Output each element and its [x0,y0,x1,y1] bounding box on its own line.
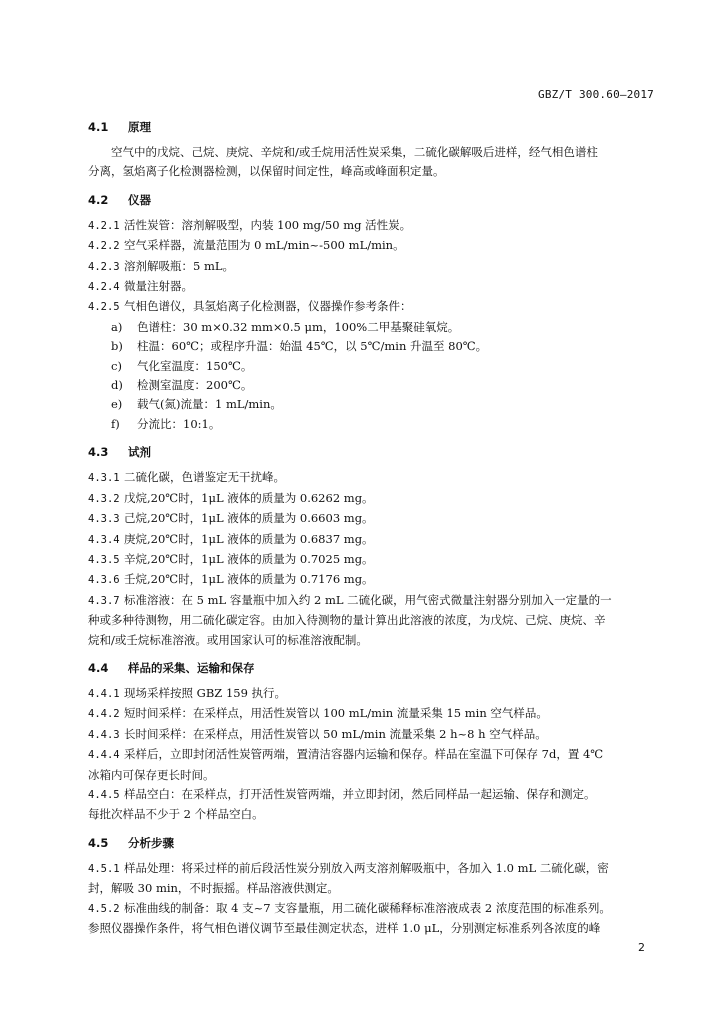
clause-number: 4.5.2 [88,902,120,915]
condition-text: 载气(氮)流量：1 mL/min。 [137,397,282,412]
clause-text: 壬烷,20℃时，1μL 液体的质量为 0.7176 mg。 [124,572,374,587]
clause-item [88,509,656,529]
clause-text: 气相色谱仪，具氢焰离子化检测器，仪器操作参考条件： [124,299,412,314]
clause-text: 溶剂解吸瓶：5 mL。 [124,258,235,273]
clause-item [88,859,656,879]
clause-number: 4.4.2 [88,708,120,721]
clause-item [88,257,656,277]
condition-item [88,415,656,434]
clause-number: 4.3.6 [88,574,120,587]
clause-text: 己烷,20℃时，1μL 液体的质量为 0.6603 mg。 [124,511,374,526]
condition-text: 检测室温度：200℃。 [137,378,253,393]
condition-text: 分流比：10:1。 [137,416,221,431]
clause-number: 4.2.5 [88,301,120,314]
clause-number: 4.5.1 [88,862,120,875]
clause-number: 4.4.3 [88,728,120,741]
clause-item [88,570,656,590]
condition-label: c) [111,358,122,373]
clause-text: 长时间采样：在采样点，用活性炭管以 50 mL/min 流量采集 2 h~8 h 空气样品。 [124,726,547,741]
clause-number: 4.3.1 [88,472,120,485]
section-number: 4.5 [88,835,109,850]
condition-label: a) [111,319,123,334]
paragraph-line: 空气中的戊烷、己烷、庚烷、辛烷和/或壬烷用活性炭采集，二硫化碳解吸后进样，经气相色谱柱 [111,145,598,159]
clause-number: 4.2.3 [88,260,120,273]
clause-item [88,704,656,724]
condition-label: e) [111,397,123,412]
clause-text: 标准溶液：在 5 mL 容量瓶中加入约 2 mL 二硫化碳，用气密式微量注射器分别加入一定量的一 [124,592,612,607]
clause-number: 4.2.1 [88,219,120,232]
paragraph-line: 每批次样品不少于 2 个样品空白。 [88,807,264,822]
section-title: 原理 [128,120,151,134]
clause-item [88,297,656,317]
condition-label: f) [111,416,120,431]
clause-number: 4.4.4 [88,749,120,762]
clause-number: 4.3.3 [88,513,120,526]
clause-item [88,277,656,297]
section-title: 样品的采集、运输和保存 [128,660,255,675]
section-title: 试剂 [128,445,151,460]
clause-text: 戊烷,20℃时，1μL 液体的质量为 0.6262 mg。 [124,490,374,505]
clause-text: 二硫化碳，色谱鉴定无干扰峰。 [124,470,285,485]
clause-item [88,236,656,256]
clause-number: 4.4.5 [88,788,120,801]
section-number: 4.1 [88,120,109,134]
clause-item [88,899,656,919]
clause-number: 4.3.4 [88,533,120,546]
page-number: 2 [638,941,645,954]
clause-number: 4.2.4 [88,281,120,294]
clause-text: 标准曲线的制备：取 4 支~7 支容量瓶，用二硫化碳稀释标准溶液成表 2 浓度范围的标准系列。 [124,900,611,915]
condition-text: 柱温：60℃；或程序升温：始温 45℃，以 5℃/min 升温至 80℃。 [137,339,488,354]
paragraph-line: 种或多种待测物，用二硫化碳定容。由加入待测物的量计算出此溶液的浓度，为戊烷、己烷、庚烷、辛 [88,613,606,628]
paragraph-line: 冰箱内可保存更长时间。 [88,767,215,782]
paragraph-line: 封，解吸 30 min，不时振摇。样品溶液供测定。 [88,881,339,896]
condition-item [88,357,656,376]
document-body [88,118,656,938]
section-number: 4.3 [88,445,109,460]
clause-text: 采样后，立即封闭活性炭管两端，置清洁容器内运输和保存。样品在室温下可保存 7d，置 4℃ [124,747,604,762]
clause-item [88,785,656,805]
clause-number: 4.4.1 [88,687,120,700]
clause-item [88,745,656,765]
paragraph-line: 烷和/或壬烷标准溶液。或用国家认可的标准溶液配制。 [88,632,368,647]
clause-number: 4.3.7 [88,594,120,607]
clause-item [88,684,656,704]
clause-number: 4.2.2 [88,240,120,253]
clause-item [88,725,656,745]
section-number: 4.4 [88,660,109,675]
section-title: 分析步骤 [128,835,174,850]
clause-number: 4.3.2 [88,492,120,505]
section-heading [88,191,656,210]
clause-text: 微量注射器。 [124,279,193,294]
clause-text: 辛烷,20℃时，1μL 液体的质量为 0.7025 mg。 [124,551,374,566]
condition-label: d) [111,378,123,393]
section-number: 4.2 [88,192,109,207]
clause-text: 庚烷,20℃时，1μL 液体的质量为 0.6837 mg。 [124,531,374,546]
paragraph-line: 分离，氢焰离子化检测器检测，以保留时间定性，峰高或峰面积定量。 [88,164,445,179]
clause-text: 活性炭管：溶剂解吸型，内装 100 mg/50 mg 活性炭。 [124,217,412,232]
condition-item [88,318,656,337]
clause-text: 短时间采样：在采样点，用活性炭管以 100 mL/min 流量采集 15 min 空气样品。 [124,706,548,721]
section-heading [88,443,656,462]
condition-text: 气化室温度：150℃。 [137,358,253,373]
clause-item [88,530,656,550]
clause-text: 样品处理：将采过样的前后段活性炭分别放入两支溶剂解吸瓶中，各加入 1.0 mL 二硫化碳，密 [124,860,609,875]
clause-item [88,591,656,611]
section-title: 仪器 [128,192,151,207]
clause-text: 样品空白：在采样点，打开活性炭管两端，并立即封闭，然后同样品一起运输、保存和测定。 [124,786,596,801]
condition-text: 色谱柱：30 m×0.32 mm×0.5 μm，100%二甲基聚硅氧烷。 [137,319,460,334]
clause-item [88,216,656,236]
clause-item [88,489,656,509]
paragraph-line: 参照仪器操作条件，将气相色谱仪调节至最佳测定状态，进样 1.0 μL，分别测定标准系列各浓度的峰 [88,921,601,935]
section-heading [88,118,656,137]
clause-text: 现场采样按照 GBZ 159 执行。 [124,685,287,700]
clause-item [88,550,656,570]
condition-item [88,337,656,356]
clause-number: 4.3.5 [88,553,120,566]
standard-number: GBZ/T 300.60—2017 [538,88,654,101]
condition-label: b) [111,339,123,354]
section-heading [88,834,656,853]
condition-item [88,376,656,395]
section-heading [88,659,656,678]
condition-item [88,395,656,414]
clause-text: 空气采样器，流量范围为 0 mL/min~-500 mL/min。 [124,238,405,253]
clause-item [88,468,656,488]
